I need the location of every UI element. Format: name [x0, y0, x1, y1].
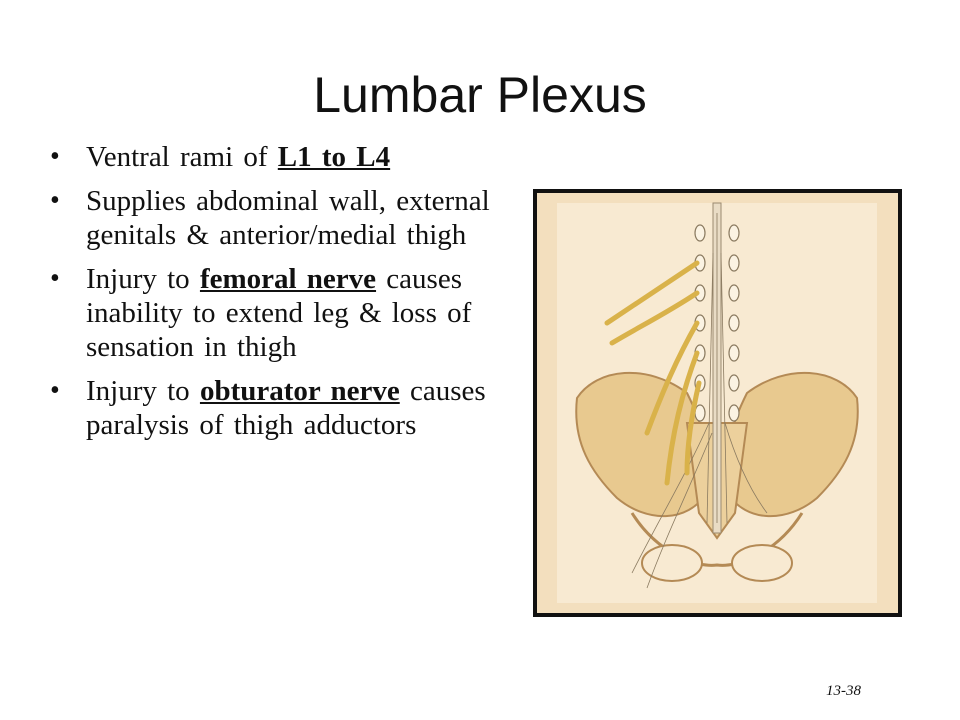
bullet-dot: • — [50, 141, 60, 172]
bullet-text: Supplies abdominal wall, external genitals & anterior/medial thigh — [86, 185, 490, 251]
bullet-emphasis: femoral nerve — [199, 263, 377, 295]
bullet-dot: • — [50, 263, 60, 294]
bullet-text: Ventral rami of — [86, 141, 278, 173]
bullet-item — [50, 262, 490, 364]
bullet-text-after: causes paralysis of thigh adductors — [86, 375, 486, 441]
bullet-dot: • — [50, 375, 60, 406]
bullet-emphasis: L1 to L4 — [277, 141, 391, 173]
bullet-list — [50, 140, 490, 452]
bullet-item — [50, 140, 490, 174]
bullet-text-after: causes inability to extend leg & loss of sensation in thigh — [86, 263, 472, 363]
bullet-emphasis: obturator nerve — [199, 375, 400, 407]
bullet-dot: • — [50, 185, 60, 216]
bullet-item — [50, 374, 490, 442]
pelvis-nerve-illustration — [533, 189, 902, 617]
bullet-item — [50, 184, 490, 252]
slide-title: Lumbar Plexus — [313, 67, 647, 123]
page-number: 13-38 — [826, 683, 861, 699]
bullet-text: Injury to — [86, 375, 200, 407]
bullet-text: Injury to — [86, 263, 200, 295]
pelvis-nerve-icon — [537, 193, 898, 613]
